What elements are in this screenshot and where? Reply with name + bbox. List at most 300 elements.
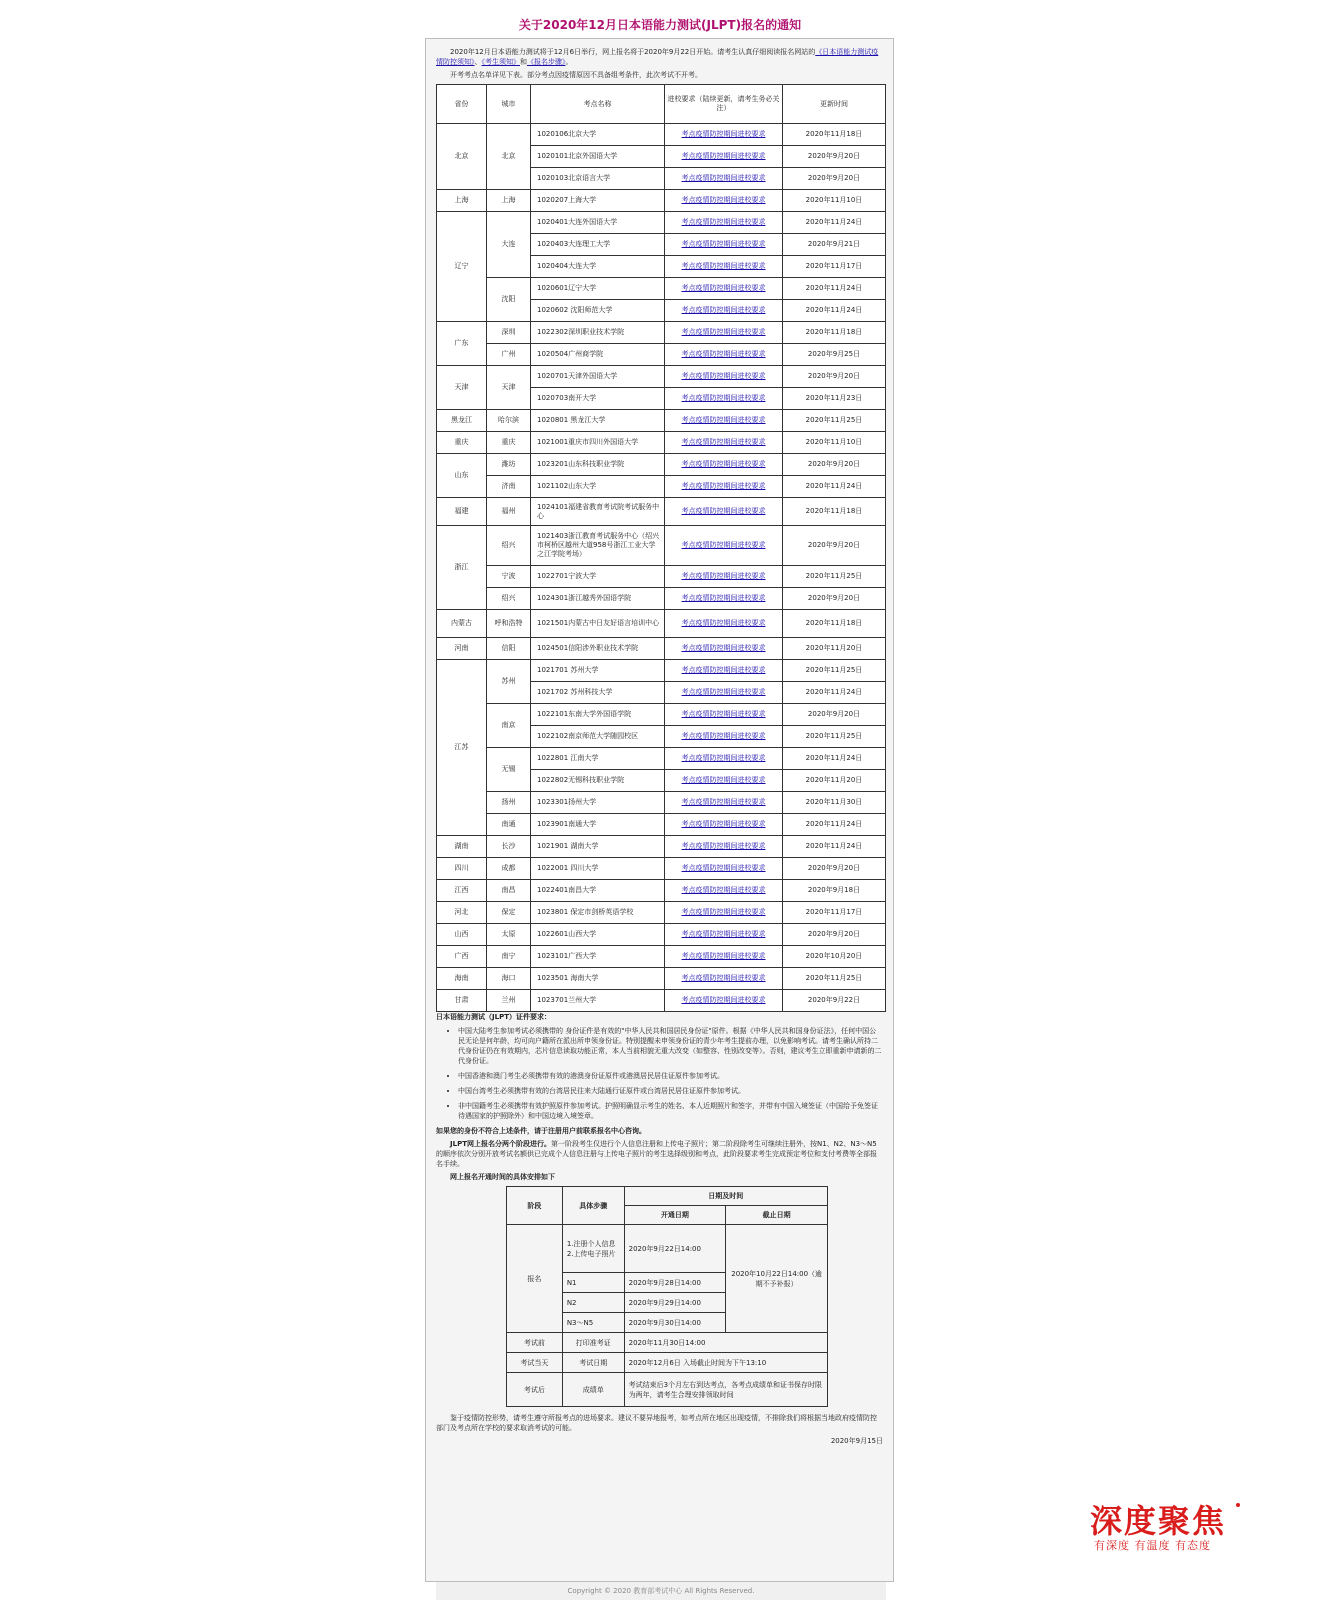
site-name-cell: 1024501信阳涉外职业技术学院 [531, 638, 665, 660]
update-date-cell: 2020年9月20日 [783, 146, 886, 168]
site-name-cell: 1022601山西大学 [531, 924, 665, 946]
update-date-cell: 2020年11月24日 [783, 212, 886, 234]
site-name-cell: 1020103北京语言大学 [531, 168, 665, 190]
update-date-cell: 2020年9月20日 [783, 526, 886, 566]
entry-requirement-cell [665, 278, 783, 300]
table-header-row [437, 85, 886, 124]
update-date-cell: 2020年9月20日 [783, 168, 886, 190]
city-cell: 兰州 [487, 990, 531, 1012]
entry-requirement-cell [665, 660, 783, 682]
table-row [437, 858, 886, 880]
site-name-cell: 1021702 苏州科技大学 [531, 682, 665, 704]
entry-requirement-link[interactable]: 考点疫情防控期间进校要求 [681, 541, 766, 549]
site-name-cell: 1022101东南大学外国语学院 [531, 704, 665, 726]
entry-requirement-link[interactable]: 考点疫情防控期间进校要求 [681, 218, 766, 226]
site-name-cell: 1020703南开大学 [531, 388, 665, 410]
update-date-cell: 2020年11月24日 [783, 748, 886, 770]
entry-requirement-link[interactable]: 考点疫情防控期间进校要求 [681, 644, 766, 652]
update-date-cell: 2020年11月25日 [783, 410, 886, 432]
intro-sep: 、 [474, 58, 482, 66]
entry-requirement-link[interactable]: 考点疫情防控期间进校要求 [681, 350, 766, 358]
site-name-cell: 1020106北京大学 [531, 124, 665, 146]
site-name-cell: 1022001 四川大学 [531, 858, 665, 880]
entry-requirement-cell [665, 814, 783, 836]
logo-dot [1236, 1503, 1240, 1507]
list-item: • 中国香港和澳门考生必须携带有效的港澳身份证原件或港澳居民居住证原件参加考试。 [458, 1071, 883, 1081]
update-date-cell: 2020年11月25日 [783, 660, 886, 682]
city-cell: 南宁 [487, 946, 531, 968]
entry-requirement-cell [665, 610, 783, 638]
update-date-cell: 2020年9月20日 [783, 704, 886, 726]
sched-stage: 考试当天 [507, 1353, 563, 1373]
city-cell: 济南 [487, 476, 531, 498]
site-name-cell: 1023301扬州大学 [531, 792, 665, 814]
entry-requirement-cell [665, 566, 783, 588]
entry-requirement-cell [665, 388, 783, 410]
entry-requirement-link[interactable]: 考点疫情防控期间进校要求 [681, 328, 766, 336]
table-row [437, 814, 886, 836]
id-requirements-title: 日本语能力测试（JLPT）证件要求： [436, 1013, 551, 1021]
city-cell: 哈尔滨 [487, 410, 531, 432]
site-name-cell: 1022102南京师范大学随园校区 [531, 726, 665, 748]
entry-requirement-link[interactable]: 考点疫情防控期间进校要求 [681, 482, 766, 490]
entry-requirement-link[interactable]: 考点疫情防控期间进校要求 [681, 666, 766, 674]
table-row [507, 1353, 828, 1373]
table-row [507, 1373, 828, 1407]
site-name-cell: 1020701天津外国语大学 [531, 366, 665, 388]
entry-requirement-cell [665, 526, 783, 566]
process-text: 第一阶段考生仅进行个人信息注册和上传电子照片；第二阶段除考生可继续注册外，按N1、N2、N3～N5的顺序依次分别开放考试名额供已完成个人信息注册与上传电子照片的考生选择级别和考点，此阶段要求考生完成预定考位和支付考费等全部报名手续。 [436, 1140, 877, 1168]
schedule-table [506, 1186, 828, 1407]
schedule-header-row [507, 1187, 828, 1206]
entry-requirement-link[interactable]: 考点疫情防控期间进校要求 [681, 572, 766, 580]
copyright-bar: Copyright © 2020 教育部考试中心 All Rights Reserved. [436, 1582, 886, 1600]
entry-requirement-cell [665, 498, 783, 526]
province-cell: 广西 [437, 946, 487, 968]
city-cell: 大连 [487, 212, 531, 278]
entry-requirement-cell [665, 124, 783, 146]
city-cell: 成都 [487, 858, 531, 880]
entry-requirement-cell [665, 454, 783, 476]
header-city: 城市 [487, 85, 531, 124]
table-row [437, 946, 886, 968]
sched-stage: 考试前 [507, 1333, 563, 1353]
entry-requirement-link[interactable]: 考点疫情防控期间进校要求 [681, 619, 766, 627]
entry-requirement-link[interactable]: 考点疫情防控期间进校要求 [681, 174, 766, 182]
entry-requirement-cell [665, 410, 783, 432]
city-cell: 保定 [487, 902, 531, 924]
sched-header-stage: 阶段 [507, 1187, 563, 1225]
update-date-cell: 2020年11月10日 [783, 432, 886, 454]
list-item: • 中国大陆考生参加考试必须携带的 身份证件是有效的"中华人民共和国居民身份证"原件。根据《中华人民共和国身份证法》，任何中国公民无论是何年龄，均可向户籍所在派出所申领身份证。特别提醒未申领身份证的青少年考生提前办理，以免影响考试。请考生确认所持二代身份证仍在有效期内，芯片信息读取功能正常，本人当前相貌无重大改变（如整容、性别改变等）。否则，建议考生立即重新申请新的二代身份证。 [458, 1026, 883, 1066]
entry-requirement-link[interactable]: 考点疫情防控期间进校要求 [681, 460, 766, 468]
entry-requirement-cell [665, 234, 783, 256]
entry-requirement-cell [665, 432, 783, 454]
province-cell: 浙江 [437, 526, 487, 610]
entry-requirement-link[interactable]: 考点疫情防控期间进校要求 [681, 820, 766, 828]
list-item: • 非中国籍考生必须携带有效护照原件参加考试。护照明确显示考生的姓名、本人近期照片和签字，并带有中国入境签证（中国给予免签证待遇国家的护照除外）和中国边境入境签章。 [458, 1101, 883, 1121]
province-cell: 湖南 [437, 836, 487, 858]
site-name-cell: 1022401南昌大学 [531, 880, 665, 902]
entry-requirement-cell [665, 212, 783, 234]
province-cell: 河南 [437, 638, 487, 660]
update-date-cell: 2020年11月18日 [783, 498, 886, 526]
entry-requirement-link[interactable]: 考点疫情防控期间进校要求 [681, 372, 766, 380]
entry-requirement-link[interactable]: 考点疫情防控期间进校要求 [681, 284, 766, 292]
update-date-cell: 2020年11月25日 [783, 968, 886, 990]
province-cell: 重庆 [437, 432, 487, 454]
update-date-cell: 2020年11月24日 [783, 476, 886, 498]
province-cell: 山东 [437, 454, 487, 498]
province-cell: 辽宁 [437, 212, 487, 322]
table-row [437, 526, 886, 566]
entry-requirement-cell [665, 682, 783, 704]
entry-requirement-cell [665, 168, 783, 190]
province-cell: 四川 [437, 858, 487, 880]
site-name-cell: 1020504广州商学院 [531, 344, 665, 366]
city-cell: 福州 [487, 498, 531, 526]
update-date-cell: 2020年11月20日 [783, 638, 886, 660]
sched-step: N1 [562, 1273, 624, 1293]
table-row [437, 968, 886, 990]
entry-requirement-link[interactable]: 考点疫情防控期间进校要求 [681, 306, 766, 314]
process-lead: JLPT网上报名分两个阶段进行。 [450, 1140, 551, 1148]
table-row [507, 1333, 828, 1353]
city-cell: 海口 [487, 968, 531, 990]
sched-stage: 考试后 [507, 1373, 563, 1407]
table-row [437, 212, 886, 234]
entry-requirement-cell [665, 344, 783, 366]
province-cell: 山西 [437, 924, 487, 946]
table-row [437, 190, 886, 212]
table-row [437, 924, 886, 946]
header-update-time: 更新时间 [783, 85, 886, 124]
id-requirements-list [436, 1026, 883, 1121]
entry-requirement-cell [665, 588, 783, 610]
sched-header-open: 开通日期 [624, 1206, 726, 1225]
site-name-cell: 1020801 黑龙江大学 [531, 410, 665, 432]
city-cell: 绍兴 [487, 588, 531, 610]
entry-requirement-cell [665, 858, 783, 880]
sched-info: 2020年11月30日14:00 [624, 1333, 827, 1353]
entry-requirement-link[interactable]: 考点疫情防控期间进校要求 [681, 688, 766, 696]
entry-requirement-link[interactable]: 考点疫情防控期间进校要求 [681, 842, 766, 850]
intro-end: 。 [565, 58, 573, 66]
site-name-cell: 1020403大连理工大学 [531, 234, 665, 256]
table-row [437, 880, 886, 902]
site-name-cell: 1023101广西大学 [531, 946, 665, 968]
entry-requirement-link[interactable]: 考点疫情防控期间进校要求 [681, 130, 766, 138]
sites-table-body [437, 124, 886, 1012]
city-cell: 南京 [487, 704, 531, 748]
intro-paragraph [436, 47, 883, 67]
table-row [437, 704, 886, 726]
site-name-cell: 1021403浙江教育考试服务中心（绍兴市柯桥区越州大道958号浙江工业大学之江学院考场） [531, 526, 665, 566]
entry-requirement-link[interactable]: 考点疫情防控期间进校要求 [681, 710, 766, 718]
site-name-cell: 1024301浙江越秀外国语学院 [531, 588, 665, 610]
sched-open: 2020年9月30日14:00 [624, 1313, 726, 1333]
table-row [437, 432, 886, 454]
entry-requirement-link[interactable]: 考点疫情防控期间进校要求 [681, 416, 766, 424]
table-row [437, 124, 886, 146]
table-row [437, 344, 886, 366]
update-date-cell: 2020年11月24日 [783, 278, 886, 300]
entry-requirement-link[interactable]: 考点疫情防控期间进校要求 [681, 952, 766, 960]
entry-requirement-cell [665, 946, 783, 968]
city-cell: 长沙 [487, 836, 531, 858]
sched-header-datetime: 日期及时间 [624, 1187, 827, 1206]
update-date-cell: 2020年11月30日 [783, 792, 886, 814]
site-name-cell: 1022801 江南大学 [531, 748, 665, 770]
site-name-cell: 1021701 苏州大学 [531, 660, 665, 682]
update-date-cell: 2020年9月20日 [783, 588, 886, 610]
site-name-cell: 1023201山东科技职业学院 [531, 454, 665, 476]
province-cell: 福建 [437, 498, 487, 526]
table-row [437, 278, 886, 300]
city-cell: 北京 [487, 124, 531, 190]
entry-requirement-link[interactable]: 考点疫情防控期间进校要求 [681, 864, 766, 872]
entry-requirement-link[interactable]: 考点疫情防控期间进校要求 [681, 930, 766, 938]
province-cell: 甘肃 [437, 990, 487, 1012]
intro-text: 2020年12月日本语能力测试将于12月6日举行，网上报名将于2020年9月22日开始。请考生认真仔细阅读报名网站的 [450, 48, 816, 56]
site-name-cell: 1020207上海大学 [531, 190, 665, 212]
entry-requirement-link[interactable]: 考点疫情防控期间进校要求 [681, 974, 766, 982]
city-cell: 深圳 [487, 322, 531, 344]
table-row [437, 566, 886, 588]
site-name-cell: 1021001重庆市四川外国语大学 [531, 432, 665, 454]
entry-requirement-cell [665, 836, 783, 858]
entry-requirement-link[interactable]: 考点疫情防控期间进校要求 [681, 798, 766, 806]
city-cell: 呼和浩特 [487, 610, 531, 638]
sched-info: 考试结束后3个月左右到达考点，各考点成绩单和证书保存时限为两年，请考生合理安排领取时间 [624, 1373, 827, 1407]
intro-sep: 和 [520, 58, 527, 66]
entry-requirement-cell [665, 792, 783, 814]
update-date-cell: 2020年11月25日 [783, 566, 886, 588]
entry-requirement-link[interactable]: 考点疫情防控期间进校要求 [681, 507, 766, 515]
site-name-cell: 1020101北京外国语大学 [531, 146, 665, 168]
entry-requirement-link[interactable]: 考点疫情防控期间进校要求 [681, 438, 766, 446]
update-date-cell: 2020年9月20日 [783, 366, 886, 388]
city-cell: 沈阳 [487, 278, 531, 322]
entry-requirement-cell [665, 256, 783, 278]
city-cell: 绍兴 [487, 526, 531, 566]
table-row [437, 454, 886, 476]
table-row [437, 902, 886, 924]
table-row [437, 476, 886, 498]
site-name-cell: 1024101福建省教育考试院考试服务中心 [531, 498, 665, 526]
province-cell: 江西 [437, 880, 487, 902]
update-date-cell: 2020年11月18日 [783, 610, 886, 638]
entry-requirement-cell [665, 146, 783, 168]
update-date-cell: 2020年11月25日 [783, 726, 886, 748]
sched-open: 2020年9月22日14:00 [624, 1225, 726, 1273]
entry-requirement-cell [665, 880, 783, 902]
sched-close: 2020年10月22日14:00（逾期不予补报） [726, 1225, 828, 1333]
site-name-cell: 1022701宁波大学 [531, 566, 665, 588]
sched-open: 2020年9月29日14:00 [624, 1293, 726, 1313]
sched-header-close: 截止日期 [726, 1206, 828, 1225]
entry-requirement-link[interactable]: 考点疫情防控期间进校要求 [681, 394, 766, 402]
table-row [437, 638, 886, 660]
table-row [437, 498, 886, 526]
province-cell: 天津 [437, 366, 487, 410]
table-row [437, 660, 886, 682]
entry-requirement-cell [665, 902, 783, 924]
site-name-cell: 1020404大连大学 [531, 256, 665, 278]
update-date-cell: 2020年9月20日 [783, 858, 886, 880]
entry-requirement-cell [665, 924, 783, 946]
table-row [437, 990, 886, 1012]
link-candidate-notice[interactable]: 《考生须知》 [481, 58, 520, 66]
process-paragraph [436, 1139, 883, 1169]
sched-step: 考试日期 [562, 1353, 624, 1373]
update-date-cell: 2020年11月17日 [783, 256, 886, 278]
site-name-cell: 1023501 海南大学 [531, 968, 665, 990]
entry-requirement-cell [665, 968, 783, 990]
city-cell: 上海 [487, 190, 531, 212]
city-cell: 无锡 [487, 748, 531, 792]
update-date-cell: 2020年11月17日 [783, 902, 886, 924]
update-date-cell: 2020年11月10日 [783, 190, 886, 212]
city-cell: 扬州 [487, 792, 531, 814]
sched-info: 2020年12月6日 入场截止时间为下午13:10 [624, 1353, 827, 1373]
entry-requirement-link[interactable]: 考点疫情防控期间进校要求 [681, 262, 766, 270]
update-date-cell: 2020年11月23日 [783, 388, 886, 410]
city-cell: 潍坊 [487, 454, 531, 476]
update-date-cell: 2020年9月22日 [783, 990, 886, 1012]
entry-requirement-cell [665, 322, 783, 344]
site-name-cell: 1023901南通大学 [531, 814, 665, 836]
entry-requirement-cell [665, 704, 783, 726]
notice-panel [425, 38, 894, 1582]
sched-step: 打印准考证 [562, 1333, 624, 1353]
table-row [437, 792, 886, 814]
entry-requirement-cell [665, 476, 783, 498]
entry-requirement-cell [665, 638, 783, 660]
site-name-cell: 1021501内蒙古中日友好语言培训中心 [531, 610, 665, 638]
city-cell: 南通 [487, 814, 531, 836]
table-row [437, 836, 886, 858]
province-cell: 海南 [437, 968, 487, 990]
entry-requirement-cell [665, 190, 783, 212]
site-name-cell: 1022802无锡科技职业学院 [531, 770, 665, 792]
site-name-cell: 1023701兰州大学 [531, 990, 665, 1012]
update-date-cell: 2020年9月20日 [783, 924, 886, 946]
sched-step: N2 [562, 1293, 624, 1313]
entry-requirement-link[interactable]: 考点疫情防控期间进校要求 [681, 776, 766, 784]
link-registration-steps[interactable]: 《报名步骤》 [527, 58, 566, 66]
entry-requirement-link[interactable]: 考点疫情防控期间进校要求 [681, 996, 766, 1004]
table-row [507, 1225, 828, 1273]
site-name-cell: 1020601辽宁大学 [531, 278, 665, 300]
entry-requirement-cell [665, 748, 783, 770]
entry-requirement-link[interactable]: 考点疫情防控期间进校要求 [681, 754, 766, 762]
entry-requirement-cell [665, 726, 783, 748]
update-date-cell: 2020年11月24日 [783, 682, 886, 704]
table-row [437, 610, 886, 638]
link-epidemic-notice[interactable]: 《日本语能力测试疫情防控须知》 [436, 48, 879, 66]
intro-line2: 开考考点名单详见下表。部分考点因疫情原因不具备组考条件，此次考试不开考。 [450, 71, 702, 79]
publish-date: 2020年9月15日 [830, 1437, 883, 1445]
update-date-cell: 2020年11月24日 [783, 836, 886, 858]
entry-requirement-link[interactable]: 考点疫情防控期间进校要求 [681, 908, 766, 916]
update-date-cell: 2020年10月20日 [783, 946, 886, 968]
update-date-cell: 2020年11月24日 [783, 300, 886, 322]
entry-requirement-link[interactable]: 考点疫情防控期间进校要求 [681, 196, 766, 204]
update-date-cell: 2020年11月18日 [783, 124, 886, 146]
page-title: 关于2020年12月日本语能力测试(JLPT)报名的通知 [518, 18, 802, 32]
update-date-cell: 2020年11月24日 [783, 814, 886, 836]
site-name-cell: 1022302深圳职业技术学院 [531, 322, 665, 344]
site-name-cell: 1021102山东大学 [531, 476, 665, 498]
entry-requirement-link[interactable]: 考点疫情防控期间进校要求 [681, 152, 766, 160]
sched-step: N3～N5 [562, 1313, 624, 1333]
city-cell: 苏州 [487, 660, 531, 704]
site-name-cell: 1021901 湖南大学 [531, 836, 665, 858]
header-entry-requirements: 进校要求（陆续更新，请考生务必关注） [665, 85, 783, 124]
city-cell: 广州 [487, 344, 531, 366]
city-cell: 南昌 [487, 880, 531, 902]
entry-requirement-cell [665, 770, 783, 792]
city-cell: 天津 [487, 366, 531, 410]
entry-requirement-link[interactable]: 考点疫情防控期间进校要求 [681, 594, 766, 602]
table-row [437, 748, 886, 770]
logo-slogan: 有深度 有温度 有态度 [1094, 1539, 1211, 1552]
site-name-cell: 1020401大连外国语大学 [531, 212, 665, 234]
sched-open: 2020年9月28日14:00 [624, 1273, 726, 1293]
city-cell: 宁波 [487, 566, 531, 588]
entry-requirement-cell [665, 300, 783, 322]
id-note: 如果您的身份不符合上述条件，请于注册用户前联系报名中心咨询。 [436, 1127, 646, 1135]
entry-requirement-cell [665, 990, 783, 1012]
table-row [437, 322, 886, 344]
sched-step: 1.注册个人信息 2.上传电子照片 [562, 1225, 624, 1273]
test-sites-table [436, 84, 886, 1012]
update-date-cell: 2020年9月18日 [783, 880, 886, 902]
sched-header-step: 具体步骤 [562, 1187, 624, 1225]
table-row [437, 410, 886, 432]
update-date-cell: 2020年11月20日 [783, 770, 886, 792]
header-site-name: 考点名称 [531, 85, 665, 124]
epidemic-footnote: 鉴于疫情防控形势，请考生遵守所报考点的进场要求。建议不要异地报考，如考点所在地区出现疫情，不排除我们将根据当地政府疫情防控部门及考点所在学校的要求取消考试的可能。 [436, 1414, 877, 1432]
update-date-cell: 2020年11月18日 [783, 322, 886, 344]
schedule-title: 网上报名开通时间的具体安排如下 [450, 1173, 555, 1181]
province-cell: 上海 [437, 190, 487, 212]
entry-requirement-link[interactable]: 考点疫情防控期间进校要求 [681, 240, 766, 248]
province-cell: 广东 [437, 322, 487, 366]
site-name-cell: 1023801 保定市剑桥英语学校 [531, 902, 665, 924]
province-cell: 河北 [437, 902, 487, 924]
table-row [437, 366, 886, 388]
city-cell: 重庆 [487, 432, 531, 454]
entry-requirement-link[interactable]: 考点疫情防控期间进校要求 [681, 886, 766, 894]
city-cell: 信阳 [487, 638, 531, 660]
sched-step: 成绩单 [562, 1373, 624, 1407]
province-cell: 江苏 [437, 660, 487, 836]
update-date-cell: 2020年9月25日 [783, 344, 886, 366]
province-cell: 内蒙古 [437, 610, 487, 638]
update-date-cell: 2020年9月21日 [783, 234, 886, 256]
site-name-cell: 1020602 沈阳师范大学 [531, 300, 665, 322]
logo-text: 深度聚焦 [1090, 1502, 1227, 1540]
entry-requirement-link[interactable]: 考点疫情防控期间进校要求 [681, 732, 766, 740]
province-cell: 黑龙江 [437, 410, 487, 432]
update-date-cell: 2020年9月20日 [783, 454, 886, 476]
list-item: • 中国台湾考生必须携带有效的台湾居民往来大陆通行证原件或台湾居民居住证原件参加考试。 [458, 1086, 883, 1096]
city-cell: 太原 [487, 924, 531, 946]
table-row [437, 588, 886, 610]
province-cell: 北京 [437, 124, 487, 190]
